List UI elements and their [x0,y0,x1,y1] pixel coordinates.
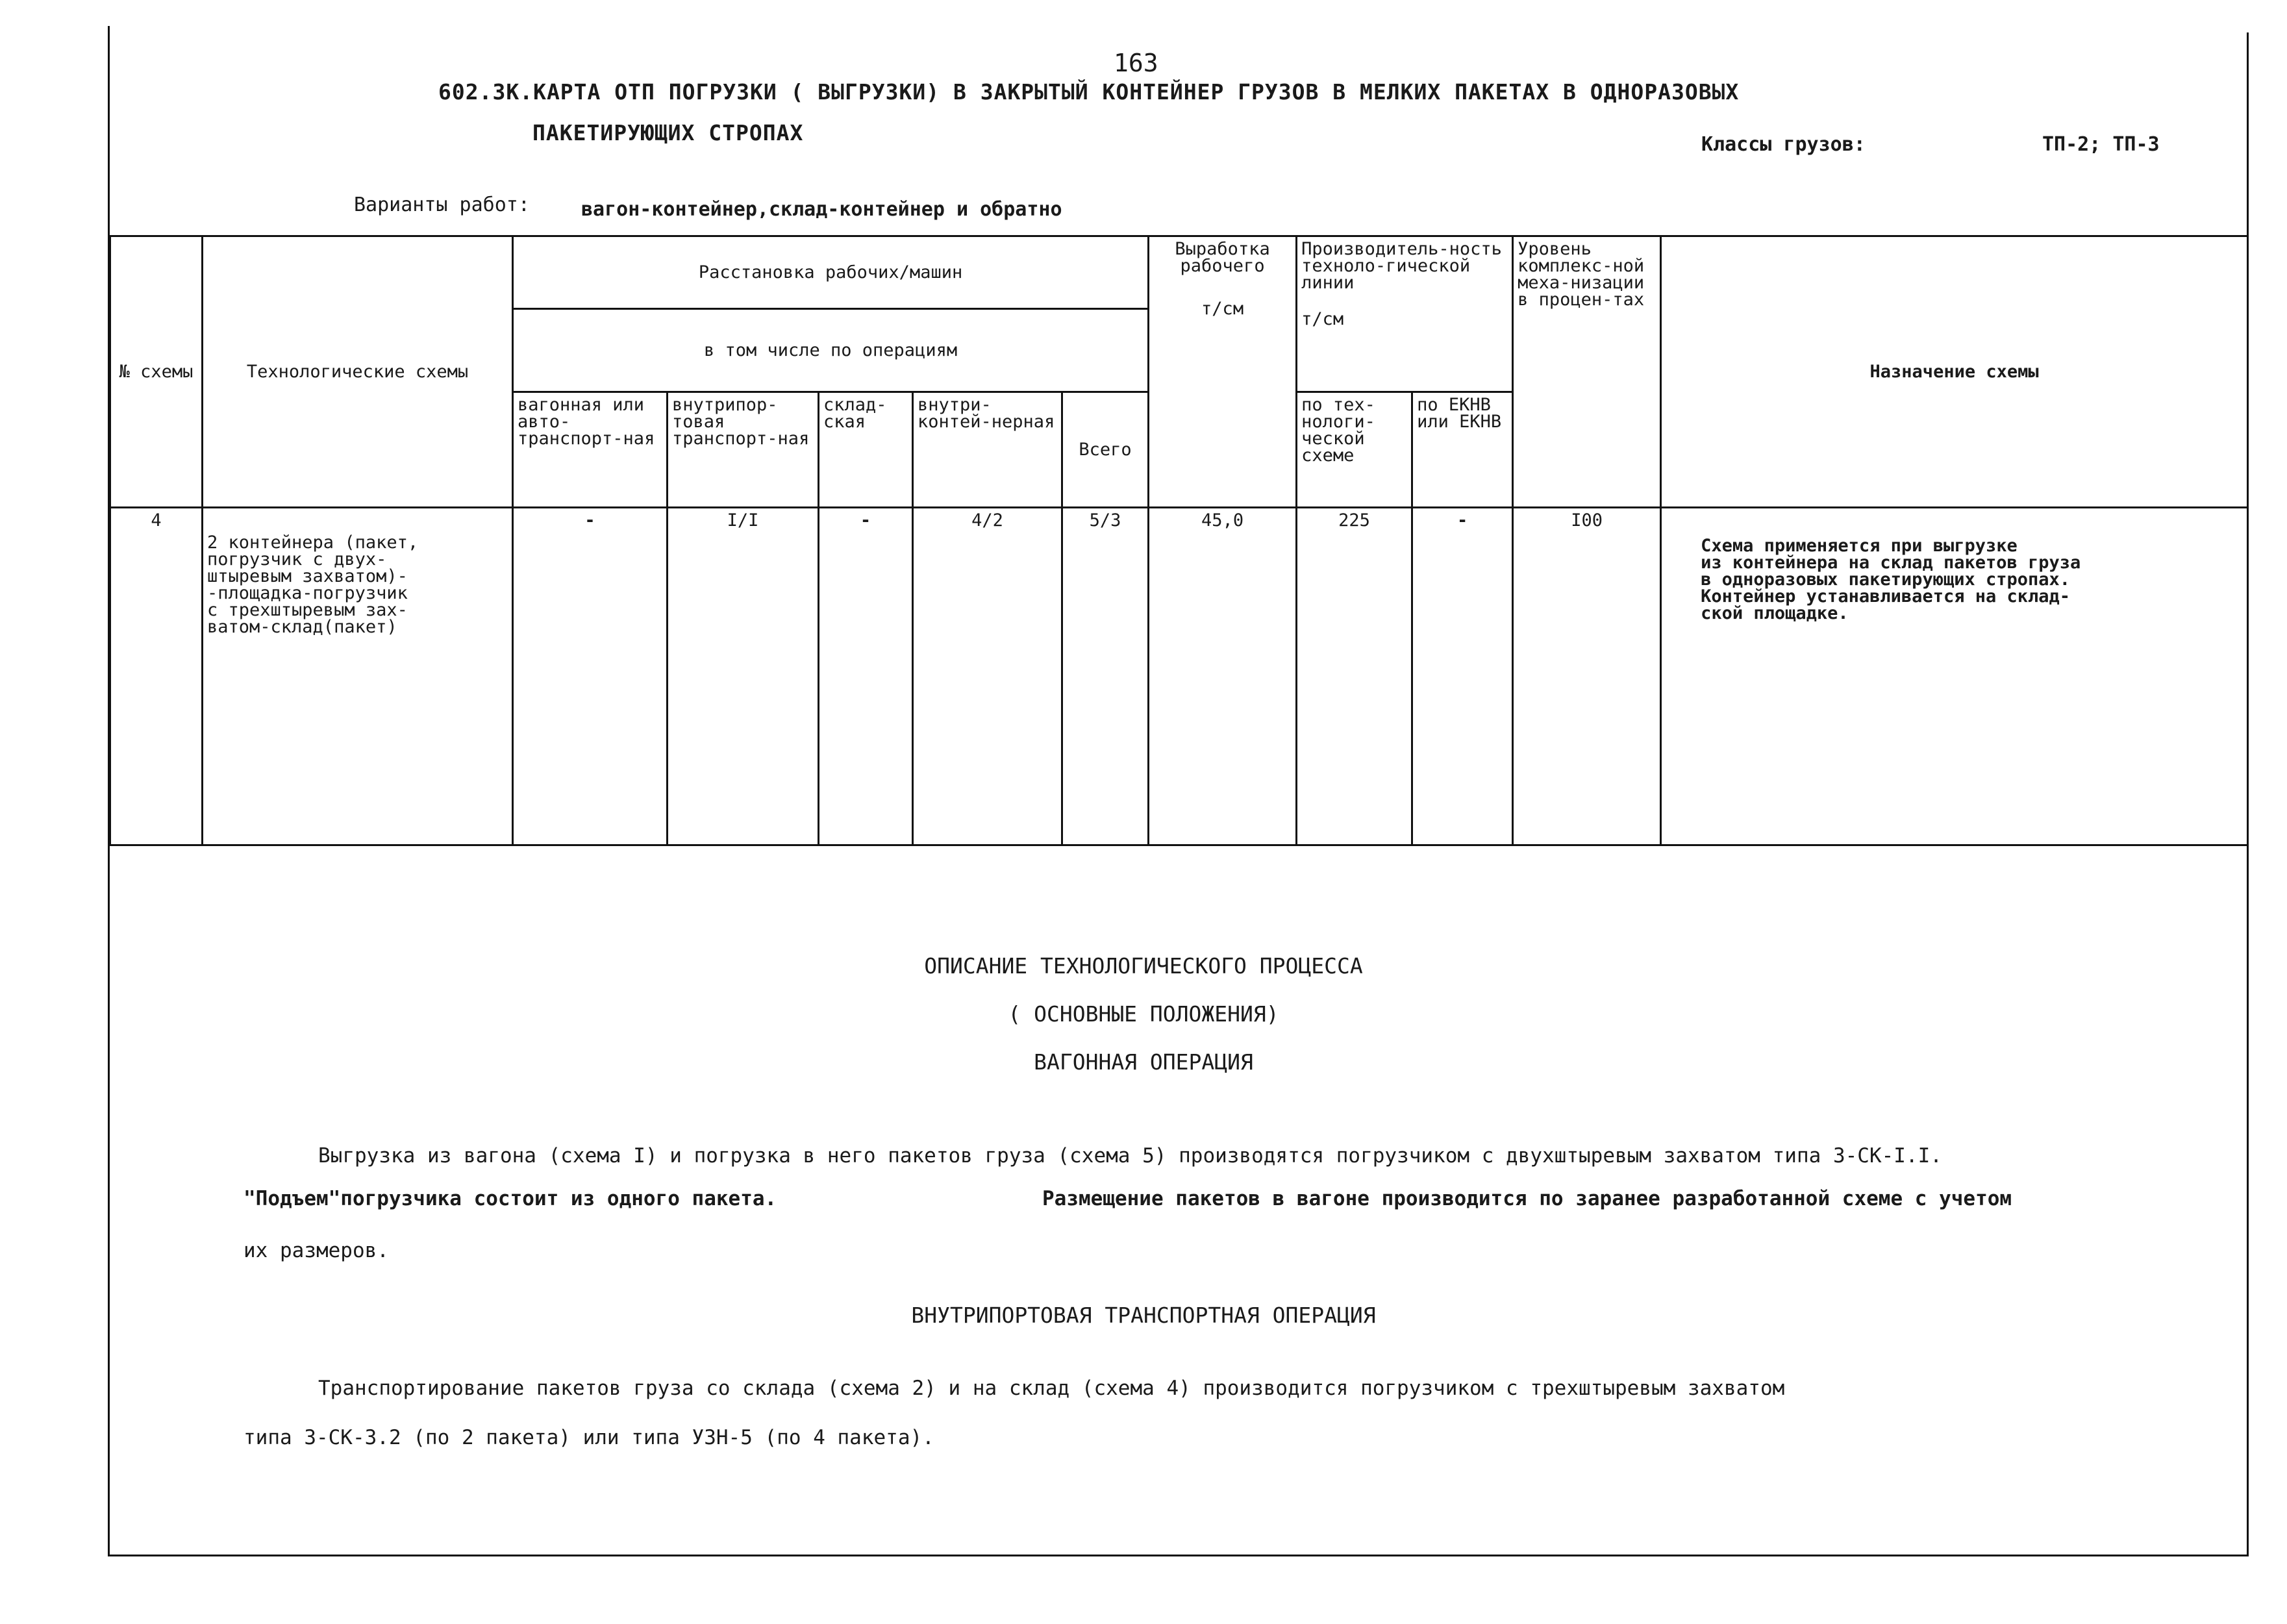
cargo-class-value: ТП-2; ТП-3 [2042,133,2160,156]
header-inport-transport: внутрипор-товая транспорт-ная [668,392,819,508]
cell-purpose [1661,508,2248,845]
cell-worker-output: 45,0 [1149,508,1297,845]
para1-line1: Выгрузка из вагона (схема I) и погрузка в него пакетов груза (схема 5) производятся погрузчиком с двухштыревым захватом типа 3-СК-I.I. [318,1144,1942,1168]
header-line-productivity-label: Производитель-ность техноло-гической линии [1301,239,1502,293]
cell-scheme-no: 4 [110,508,203,845]
header-mechanization-level: Уровень комплекс-ной меха-низации в процен-тах [1513,236,1661,508]
header-warehouse: склад-ская [819,392,913,508]
frame-bottom-line [108,1555,2249,1556]
cell-in-container: 4/2 [913,508,1062,845]
inport-transport-heading: ВНУТРИПОРТОВАЯ ТРАНСПОРТНАЯ ОПЕРАЦИЯ [911,1303,1376,1328]
scheme-line-2: погрузчик с двух- [207,549,387,569]
description-heading: ОПИСАНИЕ ТЕХНОЛОГИЧЕСКОГО ПРОЦЕССА [924,953,1363,979]
purpose-line-3: в одноразовых пакетирующих стропах. [1701,569,2071,590]
scheme-line-3: штыревым захватом)- [207,566,408,586]
para1-line2a: "Подъем"погрузчика состоит из одного пакета. [244,1187,777,1210]
cell-wagon-op: - [513,508,668,845]
description-subheading: ( ОСНОВНЫЕ ПОЛОЖЕНИЯ) [1008,1001,1279,1027]
cell-warehouse: - [819,508,913,845]
cell-by-eknv: - [1412,508,1513,845]
para2-line1: Транспортирование пакетов груза со склада (схема 2) и на склад (схема 4) производится погрузчиком с трехштыревым захватом [318,1377,1785,1400]
header-by-eknv: по ЕКНВ или ЕКНВ [1412,392,1513,508]
wagon-operation-heading: ВАГОННАЯ ОПЕРАЦИЯ [1034,1049,1253,1075]
scheme-line-5: с трехштыревым зах- [207,600,408,620]
para2-line2: типа 3-СК-3.2 (по 2 пакета) или типа УЗН-5 (по 4 пакета). [244,1426,934,1449]
page-title-line1: 602.3К.КАРТА ОТП ПОГРУЗКИ ( ВЫГРУЗКИ) В ЗАКРЫТЫЙ КОНТЕЙНЕР ГРУЗОВ В МЕЛКИХ ПАКЕТАХ В ОДНОРАЗОВЫХ [438,79,1740,105]
purpose-line-5: ской площадке. [1701,603,1849,623]
cell-total: 5/3 [1062,508,1149,845]
header-worker-output [1149,236,1297,508]
scheme-line-6: ватом-склад(пакет) [207,617,397,637]
header-wagon-op: вагонная или авто-транспорт-ная [513,392,668,508]
header-worker-output-label: Выработка рабочего [1175,239,1270,276]
cargo-class-label: Классы грузов: [1701,133,1866,156]
header-total: Всего [1062,392,1149,508]
header-purpose: Назначение схемы [1661,236,2248,508]
header-by-tech-scheme: по тех-нологи-ческой схеме [1297,392,1412,508]
para1-line2b: Размещение пакетов в вагоне производится по заранее разработанной схеме с учетом [1042,1187,2012,1210]
header-by-operations: в том числе по операциям [513,309,1149,392]
header-line-productivity-unit: т/см [1301,309,1344,329]
scheme-line-1: 2 контейнера (пакет, [207,532,419,553]
cell-tech-scheme [203,508,513,845]
header-worker-output-unit: т/см [1201,299,1244,319]
table-row [110,508,2248,845]
header-tech-schemes: Технологические схемы [203,236,513,508]
purpose-line-4: Контейнер устанавливается на склад- [1701,586,2071,606]
purpose-line-1: Схема применяется при выгрузке [1701,536,2018,556]
page-title-line2: ПАКЕТИРУЮЩИХ СТРОПАХ [532,120,804,145]
schemes-table [109,235,2249,846]
cell-by-tech-scheme: 225 [1297,508,1412,845]
header-line-productivity [1297,236,1513,392]
para1-line3: их размеров. [244,1239,389,1262]
purpose-line-2: из контейнера на склад пакетов груза [1701,553,2081,573]
page-number: 163 [1114,49,1158,77]
work-variants-value: вагон-контейнер,склад-контейнер и обратно [581,198,1062,221]
header-placement: Расстановка рабочих/машин [513,236,1149,309]
cell-inport-transport: I/I [668,508,819,845]
work-variants-label: Варианты работ: [354,194,530,216]
cell-mechanization-level: I00 [1513,508,1661,845]
header-scheme-no: № схемы [110,236,203,508]
header-in-container: внутри-контей-нерная [913,392,1062,508]
scheme-line-4: -площадка-погрузчик [207,583,408,603]
